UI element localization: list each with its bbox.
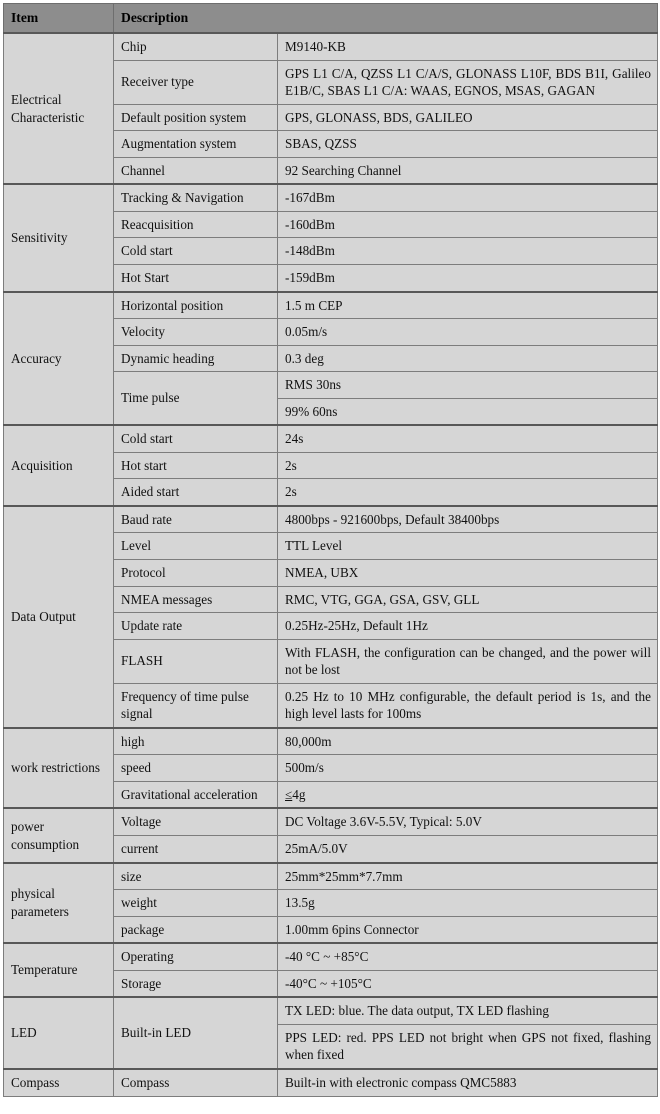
parameter-name-cell: Storage bbox=[114, 970, 278, 997]
parameter-value-cell: NMEA, UBX bbox=[278, 560, 658, 587]
parameter-name-cell: Level bbox=[114, 533, 278, 560]
parameter-value-cell: -167dBm bbox=[278, 184, 658, 211]
parameter-name-cell: Built-in LED bbox=[114, 997, 278, 1069]
parameter-value-cell: -160dBm bbox=[278, 211, 658, 238]
parameter-name-cell: Default position system bbox=[114, 104, 278, 131]
table-row bbox=[4, 506, 658, 533]
parameter-value-cell: RMS 30ns bbox=[278, 372, 658, 399]
table-row bbox=[4, 184, 658, 211]
parameter-name-cell: Update rate bbox=[114, 613, 278, 640]
table-row bbox=[4, 1069, 658, 1096]
parameter-value-cell: RMC, VTG, GGA, GSA, GSV, GLL bbox=[278, 586, 658, 613]
parameter-value-cell: GPS, GLONASS, BDS, GALILEO bbox=[278, 104, 658, 131]
table-row bbox=[4, 997, 658, 1024]
parameter-value-cell: 25mm*25mm*7.7mm bbox=[278, 863, 658, 890]
parameter-value-cell: TX LED: blue. The data output, TX LED flashing bbox=[278, 997, 658, 1024]
parameter-name-cell: package bbox=[114, 916, 278, 943]
column-header-item: Item bbox=[4, 4, 114, 34]
parameter-name-cell: Frequency of time pulse signal bbox=[114, 683, 278, 728]
parameter-name-cell: size bbox=[114, 863, 278, 890]
parameter-value-cell: 25mA/5.0V bbox=[278, 836, 658, 863]
table-header-row bbox=[4, 4, 658, 34]
group-label-cell: physical parameters bbox=[4, 863, 114, 944]
group-label-cell: LED bbox=[4, 997, 114, 1069]
parameter-name-cell: Cold start bbox=[114, 425, 278, 452]
specifications-table bbox=[3, 3, 658, 1097]
parameter-value-cell: SBAS, QZSS bbox=[278, 131, 658, 158]
parameter-value-cell: -40 °C ~ +85°C bbox=[278, 943, 658, 970]
table-row bbox=[4, 943, 658, 970]
group-label-cell: Data Output bbox=[4, 506, 114, 728]
parameter-value-cell: 500m/s bbox=[278, 755, 658, 782]
parameter-name-cell: Aided start bbox=[114, 479, 278, 506]
parameter-value-cell: Built-in with electronic compass QMC5883 bbox=[278, 1069, 658, 1096]
parameter-name-cell: speed bbox=[114, 755, 278, 782]
parameter-value-cell: 0.25 Hz to 10 MHz configurable, the default period is 1s, and the high level lasts for 100ms bbox=[278, 683, 658, 728]
parameter-name-cell: weight bbox=[114, 890, 278, 917]
parameter-value-cell: 0.25Hz-25Hz, Default 1Hz bbox=[278, 613, 658, 640]
parameter-value-cell: 4800bps - 921600bps, Default 38400bps bbox=[278, 506, 658, 533]
parameter-name-cell: Reacquisition bbox=[114, 211, 278, 238]
parameter-value-cell: DC Voltage 3.6V-5.5V, Typical: 5.0V bbox=[278, 808, 658, 835]
parameter-value-cell: 24s bbox=[278, 425, 658, 452]
parameter-value-cell: 2s bbox=[278, 452, 658, 479]
group-label-cell: Electrical Characteristic bbox=[4, 33, 114, 184]
parameter-name-cell: Compass bbox=[114, 1069, 278, 1096]
parameter-value-cell: TTL Level bbox=[278, 533, 658, 560]
parameter-value-cell: 1.00mm 6pins Connector bbox=[278, 916, 658, 943]
parameter-name-cell: Voltage bbox=[114, 808, 278, 835]
table-row bbox=[4, 292, 658, 319]
table-row bbox=[4, 33, 658, 60]
parameter-name-cell: Dynamic heading bbox=[114, 345, 278, 372]
parameter-value-cell: 2s bbox=[278, 479, 658, 506]
parameter-name-cell: current bbox=[114, 836, 278, 863]
group-label-cell: Sensitivity bbox=[4, 184, 114, 291]
parameter-name-cell: Channel bbox=[114, 157, 278, 184]
parameter-value-cell: 13.5g bbox=[278, 890, 658, 917]
less-or-equal-symbol: ≤ bbox=[285, 786, 293, 802]
parameter-name-cell: Horizontal position bbox=[114, 292, 278, 319]
group-label-cell: Compass bbox=[4, 1069, 114, 1096]
group-label-cell: Temperature bbox=[4, 943, 114, 997]
parameter-value-cell: M9140-KB bbox=[278, 33, 658, 60]
group-label-cell: Accuracy bbox=[4, 292, 114, 426]
group-label-cell: Acquisition bbox=[4, 425, 114, 506]
parameter-name-cell: Operating bbox=[114, 943, 278, 970]
parameter-value-cell: -159dBm bbox=[278, 265, 658, 292]
parameter-value-cell: 0.05m/s bbox=[278, 319, 658, 346]
parameter-value-cell: 80,000m bbox=[278, 728, 658, 755]
parameter-value-cell: 0.3 deg bbox=[278, 345, 658, 372]
parameter-name-cell: Cold start bbox=[114, 238, 278, 265]
parameter-value-cell: 99% 60ns bbox=[278, 398, 658, 425]
parameter-name-cell: Gravitational acceleration bbox=[114, 781, 278, 808]
parameter-name-cell: Baud rate bbox=[114, 506, 278, 533]
parameter-name-cell: Augmentation system bbox=[114, 131, 278, 158]
parameter-name-cell: Protocol bbox=[114, 560, 278, 587]
table-row bbox=[4, 808, 658, 835]
parameter-name-cell: Time pulse bbox=[114, 372, 278, 426]
parameter-name-cell: high bbox=[114, 728, 278, 755]
table-row bbox=[4, 425, 658, 452]
table-row bbox=[4, 728, 658, 755]
parameter-name-cell: Velocity bbox=[114, 319, 278, 346]
parameter-value-cell: -40°C ~ +105°C bbox=[278, 970, 658, 997]
table-row bbox=[4, 863, 658, 890]
parameter-value-cell: -148dBm bbox=[278, 238, 658, 265]
table-header bbox=[4, 4, 658, 34]
parameter-name-cell: FLASH bbox=[114, 639, 278, 683]
group-label-cell: power consumption bbox=[4, 808, 114, 862]
parameter-name-cell: NMEA messages bbox=[114, 586, 278, 613]
parameter-name-cell: Tracking & Navigation bbox=[114, 184, 278, 211]
parameter-name-cell: Chip bbox=[114, 33, 278, 60]
parameter-value-cell: PPS LED: red. PPS LED not bright when GPS not fixed, flashing when fixed bbox=[278, 1024, 658, 1069]
parameter-name-cell: Hot start bbox=[114, 452, 278, 479]
table-body bbox=[4, 33, 658, 1096]
parameter-value-cell: GPS L1 C/A, QZSS L1 C/A/S, GLONASS L10F, BDS B1I, Galileo E1B/C, SBAS L1 C/A: WAAS, EGNOS, MSAS, GAGAN bbox=[278, 60, 658, 104]
parameter-value-cell: With FLASH, the configuration can be changed, and the power will not be lost bbox=[278, 639, 658, 683]
column-header-description: Description bbox=[114, 4, 658, 34]
group-label-cell: work restrictions bbox=[4, 728, 114, 809]
parameter-name-cell: Hot Start bbox=[114, 265, 278, 292]
parameter-name-cell: Receiver type bbox=[114, 60, 278, 104]
parameter-value-cell: 1.5 m CEP bbox=[278, 292, 658, 319]
parameter-value-cell: 92 Searching Channel bbox=[278, 157, 658, 184]
parameter-value-cell: ≤4g bbox=[278, 781, 658, 808]
